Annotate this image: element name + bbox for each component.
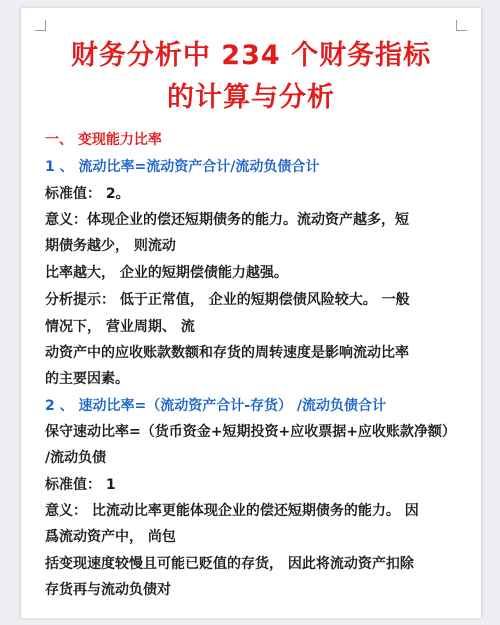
quick-ratio-formula-line-1: 保守速动比率=（货币资金+短期投资+应收票据+应收账款净额） xyxy=(45,424,456,440)
document-title-line-2: 的计算与分析 xyxy=(167,82,335,113)
item-heading-quick-ratio: 2 、 速动比率=（流动资产合计-存货） /流动负债合计 xyxy=(45,398,387,414)
quick-ratio-formula-line-2: /流动负债 xyxy=(45,450,107,466)
document-title-line-1: 财务分析中 234 个财务指标 xyxy=(70,40,432,71)
document-page xyxy=(20,8,482,618)
current-ratio-hint-line-2: 情况下， 营业周期、 流 xyxy=(45,319,195,335)
quick-ratio-meaning-line-1: 意义： 比流动比率更能体现企业的偿还短期债务的能力。 因 xyxy=(45,503,419,519)
page-corner-mark-top-right xyxy=(456,20,467,31)
quick-ratio-standard-value: 标准值： 1 xyxy=(45,477,116,493)
item-heading-current-ratio: 1 、 流动比率=流动资产合计/流动负债合计 xyxy=(45,159,320,175)
section-heading-liquidity-ratios: 一、 变现能力比率 xyxy=(45,132,162,148)
current-ratio-hint-line-4: 的主要因素。 xyxy=(45,371,129,387)
quick-ratio-meaning-line-2: 爲流动资产中， 尚包 xyxy=(45,529,176,545)
current-ratio-standard-value: 标准值： 2。 xyxy=(45,186,130,202)
current-ratio-hint-line-1: 分析提示： 低于正常值， 企业的短期偿债风险较大。 一般 xyxy=(45,292,410,308)
quick-ratio-meaning-line-3: 括变现速度较慢且可能已贬值的存货， 因此将流动资产扣除 xyxy=(45,556,414,572)
current-ratio-meaning-line-3: 比率越大， 企业的短期偿债能力越强。 xyxy=(45,265,288,281)
quick-ratio-meaning-line-4: 存货再与流动负债对 xyxy=(45,582,171,598)
current-ratio-meaning-line-2: 期债务越少， 则流动 xyxy=(45,238,176,254)
current-ratio-meaning-line-1: 意义：体现企业的偿还短期债务的能力。流动资产越多，短 xyxy=(45,212,409,228)
current-ratio-hint-line-3: 动资产中的应收账款数额和存货的周转速度是影响流动比率 xyxy=(45,345,409,361)
page-corner-mark-top-left xyxy=(35,20,46,31)
